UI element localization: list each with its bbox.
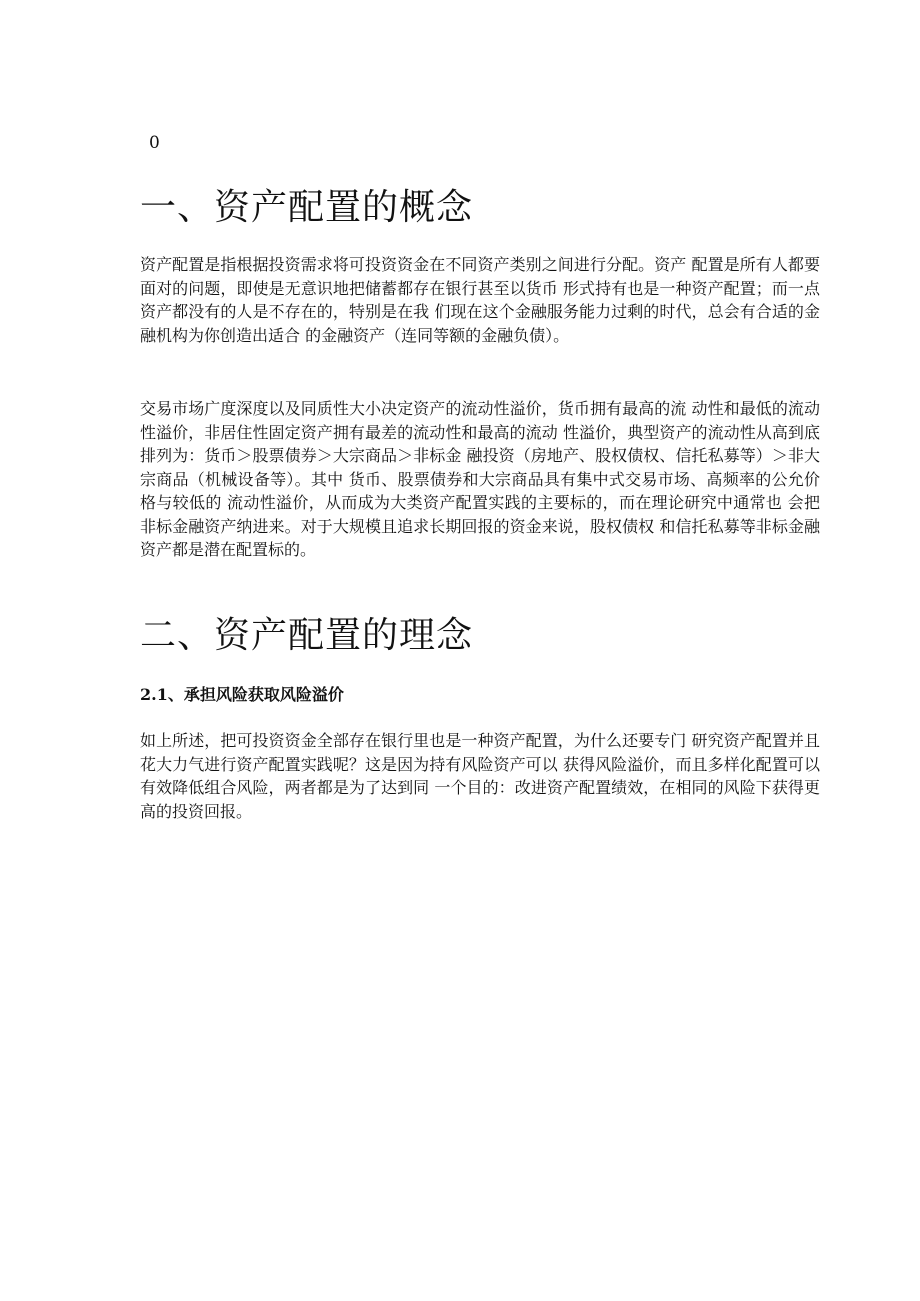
subsection-heading-risk-premium: 2.1、承担风险获取风险溢价 <box>140 685 344 704</box>
section-heading-philosophy: 二、资产配置的理念 <box>140 615 474 656</box>
paragraph-liquidity-premium: 交易市场广度深度以及同质性大小决定资产的流动性溢价，货币拥有最高的流 动性和最低的流动性溢价，非居住性固定资产拥有最差的流动性和最高的流动 性溢价，典型资产的流动性从高到底排列为：货币＞股票债券＞大宗商品＞非标金 融投资（房地产、股权债权、信托私募等）＞非大宗商品（机械设备等）。其中 货币、股票债券和大宗商品具有集中式交易市场、高频率的公允价格与较低的 流动性溢价，从而成为大类资产配置实践的主要标的，而在理论研究中通常也 会把非标金融资产纳进来。对于大规模且追求长期回报的资金来说，股权债权 和信托私募等非标金融资产都是潜在配置标的。 <box>140 399 820 559</box>
paragraph-concept-definition: 资产配置是指根据投资需求将可投资资金在不同资产类别之间进行分配。资产 配置是所有人都要面对的问题，即使是无意识地把储蓄都存在银行甚至以货币 形式持有也是一种资产配置；而一点资产都没有的人是不存在的，特别是在我 们现在这个金融服务能力过剩的时代，总会有合适的金融机构为你创造出适合 的金融资产（连同等额的金融负债）。 <box>140 255 820 345</box>
paragraph-risk-premium: 如上所述，把可投资资金全部存在银行里也是一种资产配置，为什么还要专门 研究资产配置并且花大力气进行资产配置实践呢？这是因为持有风险资产可以 获得风险溢价，而且多样化配置可以有效降低组合风险，两者都是为了达到同 一个目的：改进资产配置绩效，在相同的风险下获得更高的投资回报。 <box>140 731 820 821</box>
page-number: 0 <box>149 133 160 153</box>
section-heading-concept: 一、资产配置的概念 <box>140 187 474 228</box>
